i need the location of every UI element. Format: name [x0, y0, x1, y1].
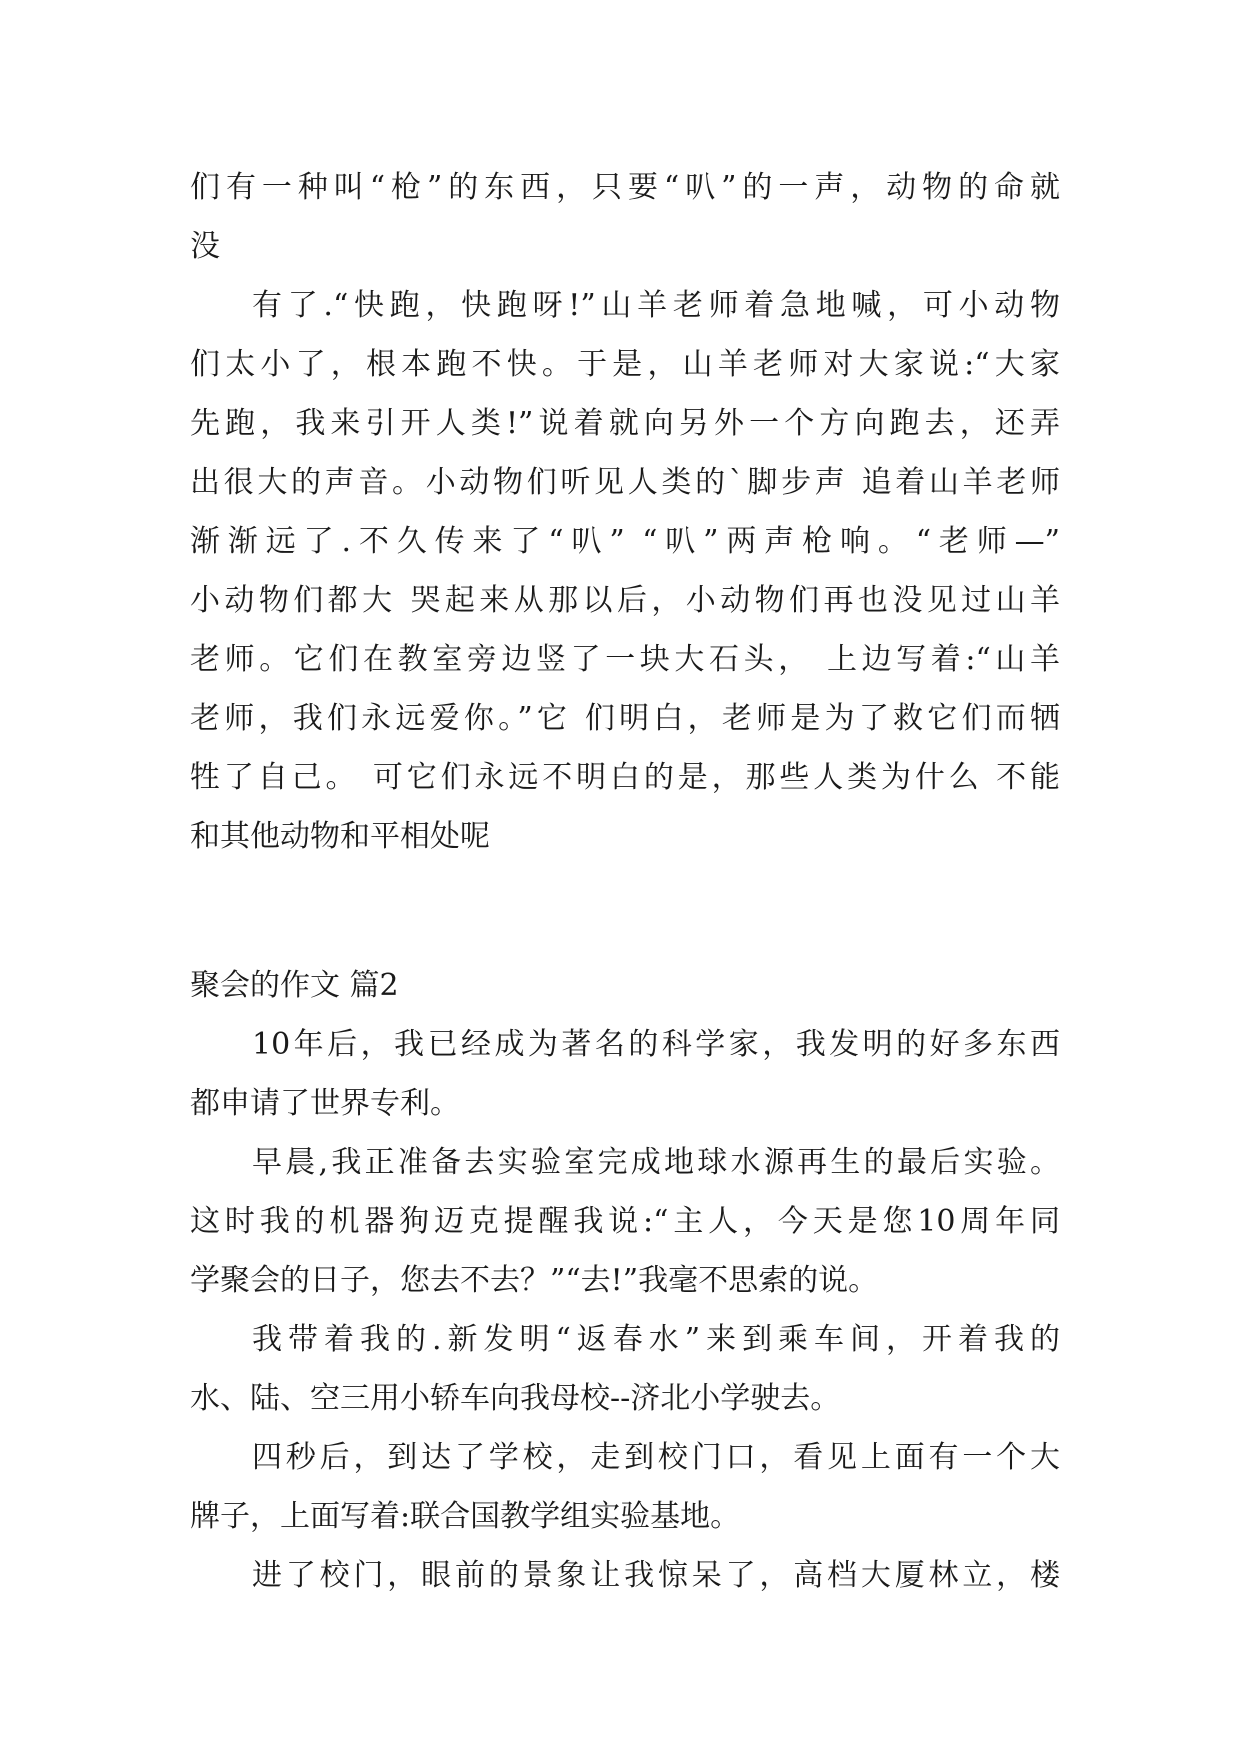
text-line: 渐渐远了.不久传来了“叭” “叭”两声枪响。“老师—” [190, 524, 1060, 559]
text-line: 牲了自己。 可它们永远不明白的是，那些人类为什么 不能 [190, 760, 1060, 795]
paragraph [190, 1546, 1060, 1605]
section-gap [190, 866, 1060, 956]
text-line: 早晨,我正准备去实验室完成地球水源再生的最后实验。 [252, 1145, 1060, 1180]
paragraph [190, 1133, 1060, 1310]
text-line: 先跑，我来引开人类!”说着就向另外一个方向跑去，还弄 [190, 406, 1060, 441]
paragraph [190, 158, 1060, 276]
text-line: 老师。它们在教室旁边竖了一块大石头， 上边写着:“山羊 [190, 642, 1060, 677]
text-line: 我带着我的.新发明“返春水”来到乘车间，开着我的 [252, 1322, 1060, 1357]
paragraph [190, 1015, 1060, 1133]
text-line: 10年后，我已经成为著名的科学家，我发明的好多东西 [252, 1027, 1060, 1062]
text-line: 没 [190, 229, 220, 264]
section-title: 聚会的作文 篇2 [190, 968, 399, 1003]
document-body [190, 158, 1060, 1605]
text-line: 和其他动物和平相处呢 [190, 819, 490, 854]
text-line: 小动物们都大 哭起来从那以后，小动物们再也没见过山羊 [190, 583, 1060, 618]
text-line: 们太小了，根本跑不快。于是，山羊老师对大家说:“大家 [190, 347, 1060, 382]
text-line: 都申请了世界专利。 [190, 1086, 460, 1121]
text-line: 四秒后，到达了学校，走到校门口，看见上面有一个大 [252, 1440, 1060, 1475]
text-line: 学聚会的日子，您去不去？”“去!”我毫不思索的说。 [190, 1263, 879, 1298]
text-line: 们有一种叫“枪”的东西，只要“叭”的一声，动物的命就 [190, 170, 1060, 205]
text-line: 出很大的声音。小动物们听见人类的`脚步声 追着山羊老师 [190, 465, 1060, 500]
text-line: 老师，我们永远爱你。”它 们明白，老师是为了救它们而牺 [190, 701, 1060, 736]
text-line: 有了.“快跑，快跑呀!”山羊老师着急地喊，可小动物 [252, 288, 1060, 323]
paragraph [190, 276, 1060, 866]
text-line: 牌子，上面写着:联合国教学组实验基地。 [190, 1499, 741, 1534]
text-line: 这时我的机器狗迈克提醒我说:“主人，今天是您10周年同 [190, 1204, 1060, 1239]
paragraph [190, 1428, 1060, 1546]
text-line: 进了校门，眼前的景象让我惊呆了，高档大厦林立，楼 [252, 1558, 1060, 1593]
paragraph [190, 1310, 1060, 1428]
text-line: 水、陆、空三用小轿车向我母校--济北小学驶去。 [190, 1381, 841, 1416]
